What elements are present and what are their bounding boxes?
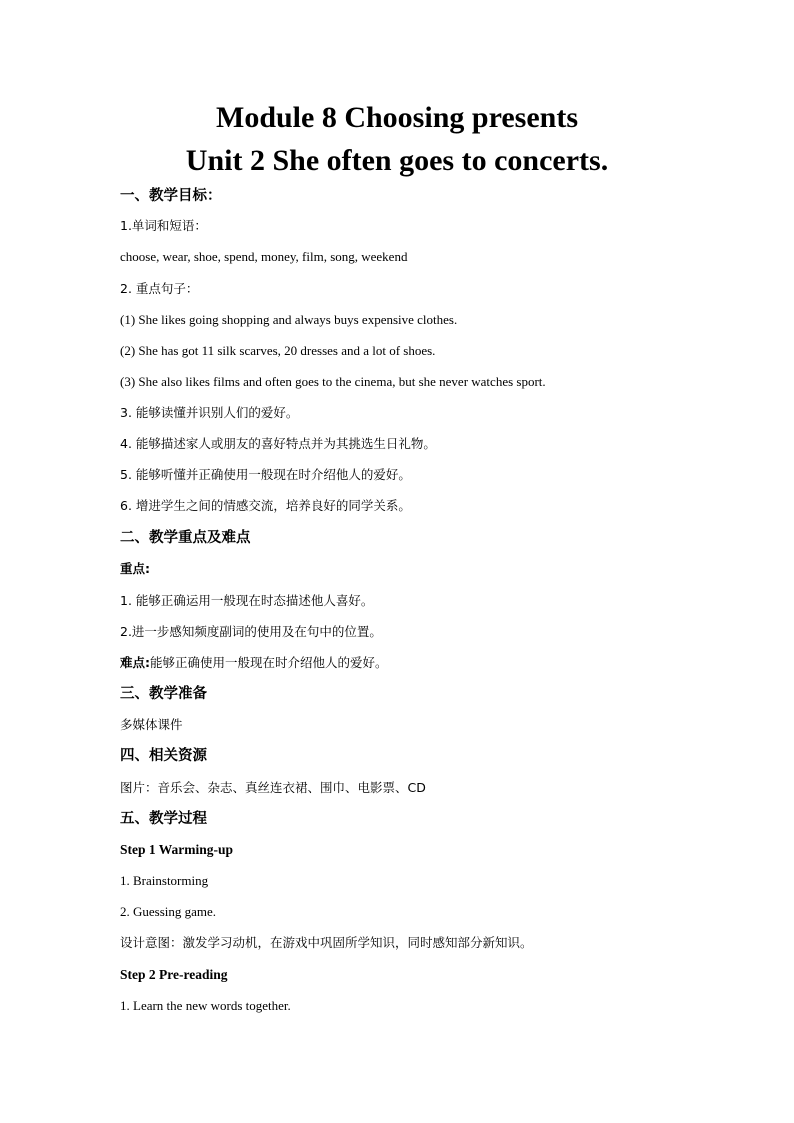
document-title: Module 8 Choosing presents	[216, 101, 578, 134]
section-heading-focus: 二、教学重点及难点	[120, 530, 251, 546]
section-heading-objectives: 一、教学目标：	[120, 188, 222, 204]
resources-text: 图片：音乐会、杂志、真丝连衣裙、围巾、电影票、CD	[120, 780, 426, 795]
step-1-title: Step 1 Warming-up	[120, 842, 234, 857]
vocabulary-list: choose, wear, shoe, spend, money, film, song, weekend	[120, 249, 408, 264]
objective-item-3: 3. 能够读懂并识别人们的爱好。	[120, 405, 299, 420]
design-intent: 设计意图：激发学习动机，在游戏中巩固所学知识，同时感知部分新知识。	[120, 935, 533, 950]
key-sentence-3: (3) She also likes films and often goes to the cinema, but she never watches sport.	[120, 374, 546, 389]
key-sentence-1: (1) She likes going shopping and always buys expensive clothes.	[120, 312, 458, 327]
step-2-title: Step 2 Pre-reading	[120, 967, 228, 982]
key-points-label: 重点:	[120, 561, 150, 576]
key-sentence-2: (2) She has got 11 silk scarves, 20 dresses and a lot of shoes.	[120, 343, 436, 358]
objective-sentences-label: 2. 重点句子：	[120, 281, 199, 296]
difficulty-text: 能够正确使用一般现在时介绍他人的爱好。	[150, 655, 388, 670]
step-1-item-2: 2. Guessing game.	[120, 904, 217, 919]
step-2-item-1: 1. Learn the new words together.	[120, 998, 291, 1013]
objective-item-4: 4. 能够描述家人或朋友的喜好特点并为其挑选生日礼物。	[120, 436, 436, 451]
objective-words-label: 1.单词和短语：	[120, 218, 207, 233]
objective-item-6: 6. 增进学生之间的情感交流，培养良好的同学关系。	[120, 498, 411, 513]
section-heading-preparation: 三、教学准备	[120, 686, 207, 702]
objective-item-5: 5. 能够听懂并正确使用一般现在时介绍他人的爱好。	[120, 467, 411, 482]
document-subtitle: Unit 2 She often goes to concerts.	[185, 144, 609, 177]
difficulty-label: 难点:	[120, 655, 150, 670]
preparation-text: 多媒体课件	[120, 717, 183, 732]
section-heading-process: 五、教学过程	[120, 811, 207, 827]
difficulty-line	[120, 655, 388, 671]
key-point-2: 2.进一步感知频度副词的使用及在句中的位置。	[120, 624, 382, 639]
step-1-item-1: 1. Brainstorming	[120, 873, 209, 888]
section-heading-resources: 四、相关资源	[120, 748, 207, 764]
key-point-1: 1. 能够正确运用一般现在时态描述他人喜好。	[120, 593, 374, 608]
